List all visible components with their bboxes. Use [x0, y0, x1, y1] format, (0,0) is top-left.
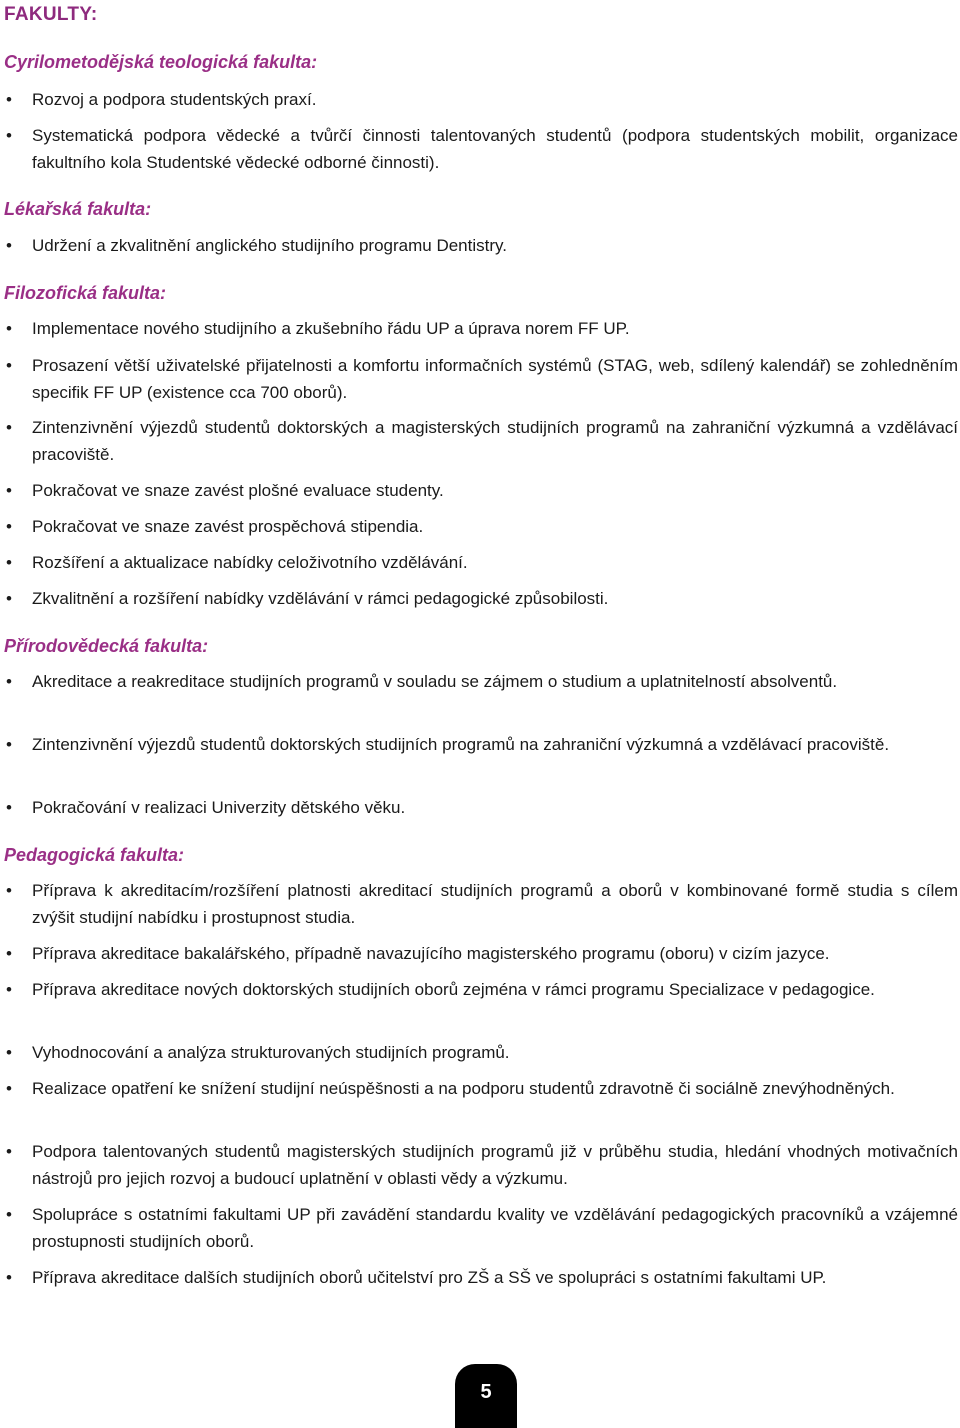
bullet-icon: • — [6, 944, 12, 963]
list-item-text: Udržení a zkvalitnění anglického studijního programu Dentistry. — [32, 236, 507, 255]
list-item-text: Realizace opatření ke snížení studijní neúspěšnosti a na podporu studentů zdravotně či sociálně znevýhodněných. — [32, 1079, 895, 1098]
list-item-text: Vyhodnocování a analýza strukturovaných studijních programů. — [32, 1043, 510, 1062]
bullet-icon: • — [6, 553, 12, 572]
list-item-text: Příprava k akreditacím/rozšíření platnosti akreditací studijních programů a oborů v kombinované formě studia s cílem zvýšit studijní nabídku i prostupnost studia. — [32, 881, 958, 927]
bullet-icon: • — [6, 517, 12, 536]
page-title: FAKULTY: — [4, 4, 98, 25]
bullet-icon: • — [6, 589, 12, 608]
list-item-text: Pokračování v realizaci Univerzity dětského věku. — [32, 798, 406, 817]
bullet-icon: • — [6, 1268, 12, 1287]
bullet-icon: • — [6, 90, 12, 109]
section-heading: Cyrilometodějská teologická fakulta: — [4, 52, 318, 72]
list-item-text: Příprava akreditace bakalářského, případně navazujícího magisterského programu (oboru) v cizím jazyce. — [32, 944, 830, 963]
list-item-text: Spolupráce s ostatními fakultami UP při zavádění standardu kvality ve vzdělávání pedagogických pracovníků a vzájemné prostupnosti studijních oborů. — [32, 1205, 958, 1251]
bullet-icon: • — [6, 980, 12, 999]
list-item-text: Systematická podpora vědecké a tvůrčí činnosti talentovaných studentů (podpora studentských mobilit, organizace fakultního kola Studentské vědecké odborné činnosti). — [32, 126, 958, 172]
list-item-text: Příprava akreditace nových doktorských studijních oborů zejména v rámci programu Specializace v pedagogice. — [32, 980, 875, 999]
list-item-text: Rozšíření a aktualizace nabídky celoživotního vzdělávání. — [32, 553, 468, 572]
list-item-text: Pokračovat ve snaze zavést prospěchová stipendia. — [32, 517, 424, 536]
list-item-text: Rozvoj a podpora studentských praxí. — [32, 90, 317, 109]
bullet-icon: • — [6, 356, 12, 375]
bullet-icon: • — [6, 798, 12, 817]
page-number: 5 — [455, 1364, 517, 1428]
bullet-icon: • — [6, 236, 12, 255]
list-item-text: Zkvalitnění a rozšíření nabídky vzdělávání v rámci pedagogické způsobilosti. — [32, 589, 609, 608]
section-heading: Přírodovědecká fakulta: — [4, 636, 209, 656]
section-heading: Lékařská fakulta: — [4, 199, 152, 219]
list-item-text: Zintenzivnění výjezdů studentů doktorských a magisterských studijních programů na zahraniční výzkumná a vzdělávací pracoviště. — [32, 418, 958, 464]
list-item-text: Podpora talentovaných studentů magisterských studijních programů již v průběhu studia, hledání vhodných motivačních nástrojů pro jejich rozvoj a budoucí uplatnění v oblasti vědy a výzkumu. — [32, 1142, 958, 1188]
bullet-icon: • — [6, 319, 12, 338]
bullet-icon: • — [6, 418, 12, 437]
list-item-text: Akreditace a reakreditace studijních programů v souladu se zájmem o studium a uplatnitelností absolventů. — [32, 672, 838, 691]
bullet-icon: • — [6, 1142, 12, 1161]
list-item-text: Pokračovat ve snaze zavést plošné evaluace studenty. — [32, 481, 444, 500]
bullet-icon: • — [6, 672, 12, 691]
bullet-icon: • — [6, 735, 12, 754]
bullet-icon: • — [6, 481, 12, 500]
bullet-icon: • — [6, 1043, 12, 1062]
section-heading: Filozofická fakulta: — [4, 283, 167, 303]
bullet-icon: • — [6, 881, 12, 900]
bullet-icon: • — [6, 1205, 12, 1224]
bullet-icon: • — [6, 126, 12, 145]
bullet-icon: • — [6, 1079, 12, 1098]
list-item-text: Prosazení větší uživatelské přijatelnosti a komfortu informačních systémů (STAG, web, sdílený kalendář) se zohledněním specifik FF UP (existence cca 700 oborů). — [32, 356, 958, 402]
list-item-text: Zintenzivnění výjezdů studentů doktorských studijních programů na zahraniční výzkumná a vzdělávací pracoviště. — [32, 735, 890, 754]
section-heading: Pedagogická fakulta: — [4, 845, 185, 865]
list-item-text: Příprava akreditace dalších studijních oborů učitelství pro ZŠ a SŠ ve spolupráci s ostatními fakultami UP. — [32, 1268, 827, 1287]
list-item-text: Implementace nového studijního a zkušebního řádu UP a úprava norem FF UP. — [32, 319, 630, 338]
